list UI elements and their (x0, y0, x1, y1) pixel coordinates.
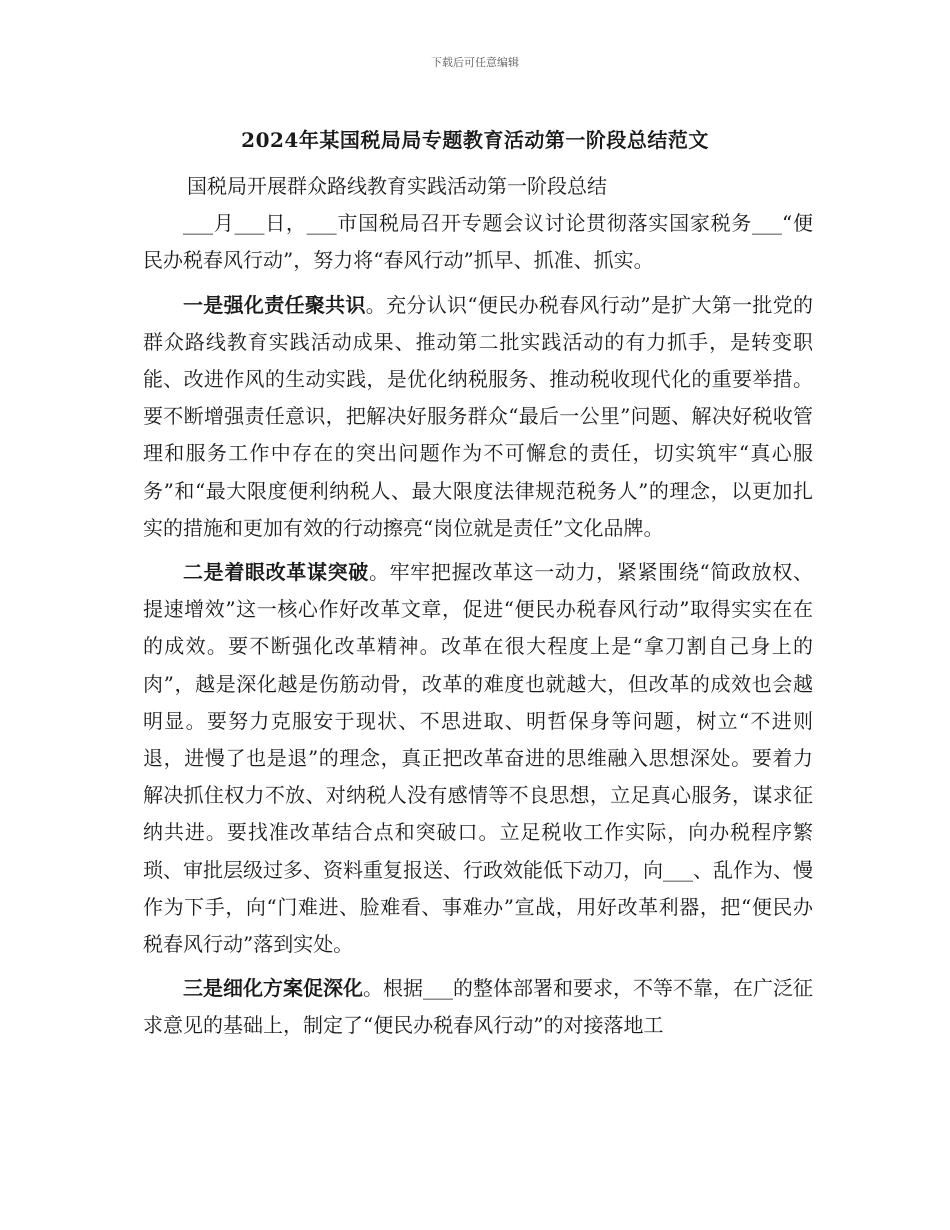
paragraph-text: 。充分认识“便民办税春风行动”是扩大第一批党的群众路线教育实践活动成果、推动第二批实践活动的有力抓手，是转变职能、改进作风的生动实践，是优化纳税服务、推动税收现代化的重要举措。要不断增强责任意识，把解决好服务群众“最后一公里”问题、解决好税收管理和服务工作中存在的突出问题作为不可懈怠的责任，切实筑牢“真心服务”和“最大限度便利纳税人、最大限度法律规范税务人”的理念，以更加扎实的措施和更加有效的行动擦亮“岗位就是责任”文化品牌。 (143, 292, 814, 540)
header-note: 下载后可任意编辑 (431, 56, 519, 69)
paragraph-subtitle (143, 168, 813, 205)
document-body (143, 168, 813, 1045)
paragraph-text: 。根据___的整体部署和要求，不等不靠，在广泛征求意见的基础上，制定了“便民办税春风行动”的对接落地工 (143, 976, 813, 1038)
document-title: 2024年某国税局局专题教育活动第一阶段总结范文 (241, 128, 709, 152)
paragraph-text: ___月___日，___市国税局召开专题会议讨论贯彻落实国家税务___“便民办税春风行动”，努力将“春风行动”抓早、抓准、抓实。 (143, 211, 813, 273)
paragraph-point-3 (143, 970, 813, 1044)
paragraph-intro (143, 205, 813, 279)
paragraph-lead: 三是细化方案促深化 (183, 976, 363, 1001)
paragraph-text: 。牢牢把握改革这一动力，紧紧围绕“简政放权、提速增效”这一核心作好改革文章，促进“便民办税春风行动”取得实实在在的成效。要不断强化改革精神。改革在很大程度上是“拿刀割自己身上的肉”，越是深化越是伤筋动骨，改革的难度也就越大，但改革的成效也会越明显。要努力克服安于现状、不思进取、明哲保身等问题，树立“不进则退，进慢了也是退”的理念，真正把改革奋进的思维融入思想深处。要着力解决抓住权力不放、对纳税人没有感情等不良思想，立足真心服务，谋求征纳共进。要找准改革结合点和突破口。立足税收工作实际，向办税程序繁琐、审批层级过多、资料重复报送、行政效能低下动刀，向___、乱作为、慢作为下手，向“门难进、脸难看、事难办”宣战，用好改革利器，把“便民办税春风行动”落到实处。 (143, 560, 813, 957)
paragraph-point-1 (143, 287, 813, 547)
paragraph-point-2 (143, 554, 813, 963)
paragraph-lead: 二是着眼改革谋突破 (183, 560, 369, 585)
paragraph-lead: 一是强化责任聚共识 (183, 292, 366, 317)
paragraph-text: 国税局开展群众路线教育实践活动第一阶段总结 (187, 174, 607, 198)
